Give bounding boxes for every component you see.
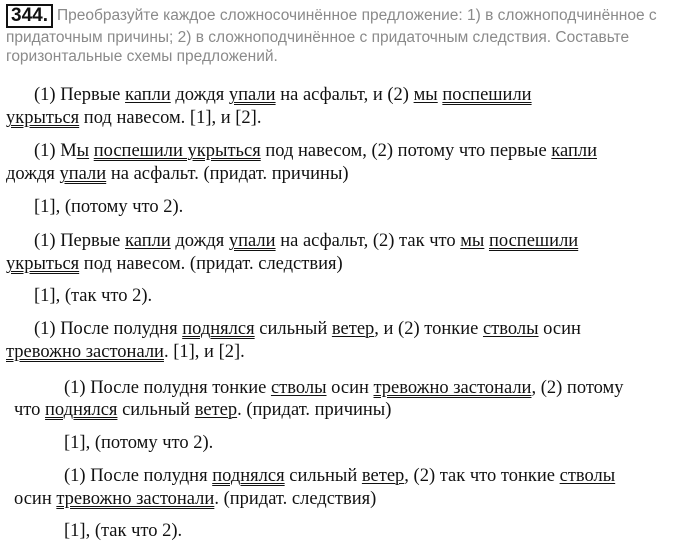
text: осин <box>326 378 374 398</box>
predicate: тревожно застонали <box>373 378 532 398</box>
sentence5-line2 <box>14 399 391 421</box>
subject: капли <box>125 231 171 251</box>
sentence3-line1 <box>34 230 578 252</box>
predicate: поднялся <box>212 466 285 486</box>
text: (1) М <box>34 141 77 161</box>
sentence4-line1 <box>34 318 581 340</box>
sentence3-scheme: [1], (так что 2). <box>34 286 153 306</box>
sentence2-line2 <box>6 163 349 185</box>
predicate: тревожно застонали <box>56 489 215 509</box>
subject: стволы <box>270 378 327 398</box>
text: (1) После полудня тонкие <box>64 378 271 398</box>
sentence2-line1 <box>34 140 597 162</box>
text: осин <box>538 319 581 339</box>
sentence6-line1 <box>64 465 615 487</box>
text: что <box>14 400 46 420</box>
text: дождя <box>6 164 60 184</box>
predicate: тревожно застонали <box>6 342 164 362</box>
sentence6-scheme: [1], (так что 2). <box>64 521 183 541</box>
text: , (2) так что тонкие <box>404 466 560 486</box>
text: осин <box>14 489 57 509</box>
sentence1-line1 <box>34 84 532 106</box>
text: под навесом, (2) потому что первые <box>260 141 552 161</box>
predicate: поспешили <box>488 231 579 251</box>
text: . (придат. следствия) <box>214 489 377 509</box>
predicate: поднялся <box>45 400 118 420</box>
subject: стволы <box>482 319 539 339</box>
text: на асфальт. (придат. причины) <box>106 164 349 184</box>
text: (1) Первые <box>34 231 126 251</box>
subject: ветер <box>361 466 405 486</box>
text: дождя <box>170 231 229 251</box>
text: (1) После полудня <box>64 466 213 486</box>
subject: ы <box>76 141 90 161</box>
text: (1) Первые <box>34 85 126 105</box>
subject: ветер <box>194 400 238 420</box>
text: дождя <box>170 85 229 105</box>
text: . (придат. причины) <box>237 400 392 420</box>
exercise-instruction: Преобразуйте каждое сложносочинённое предложение: 1) в сложноподчинённое с придаточным причины; 2) в сложноподчинённое с придаточным следствия. Составьте горизонтальные схемы предложений. <box>6 7 657 65</box>
predicate: поспешили укрыться <box>93 141 261 161</box>
text: под навесом. [1], и [2]. <box>79 108 262 128</box>
text: , (2) потому <box>531 378 624 398</box>
text: . [1], и [2]. <box>163 342 245 362</box>
sentence5-scheme: [1], (потому что 2). <box>64 433 214 453</box>
text: на асфальт, и (2) <box>275 85 414 105</box>
subject: ветер <box>331 319 375 339</box>
text: сильный <box>284 466 362 486</box>
subject: мы <box>413 85 438 105</box>
subject: стволы <box>559 466 616 486</box>
text: под навесом. (придат. следствия) <box>79 254 343 274</box>
subject: капли <box>125 85 171 105</box>
sentence4-line2 <box>6 341 245 363</box>
subject: капли <box>551 141 597 161</box>
predicate: упали <box>59 164 107 184</box>
text: , и (2) тонкие <box>374 319 483 339</box>
exercise-task <box>6 4 692 66</box>
predicate: поспешили <box>442 85 532 105</box>
text: на асфальт, (2) так что <box>275 231 461 251</box>
sentence6-line2 <box>14 488 376 510</box>
predicate: укрыться <box>6 254 80 274</box>
predicate: поднялся <box>182 319 255 339</box>
sentence3-line2 <box>6 253 343 275</box>
sentence2-scheme: [1], (потому что 2). <box>34 197 184 217</box>
text: (1) После полудня <box>34 319 183 339</box>
predicate: укрыться <box>6 108 80 128</box>
sentence1-line2 <box>6 107 261 129</box>
predicate: упали <box>228 85 276 105</box>
text: сильный <box>117 400 195 420</box>
predicate: упали <box>228 231 276 251</box>
exercise-number: 344. <box>6 4 53 28</box>
sentence5-line1 <box>64 377 624 399</box>
subject: мы <box>460 231 485 251</box>
text: сильный <box>254 319 332 339</box>
